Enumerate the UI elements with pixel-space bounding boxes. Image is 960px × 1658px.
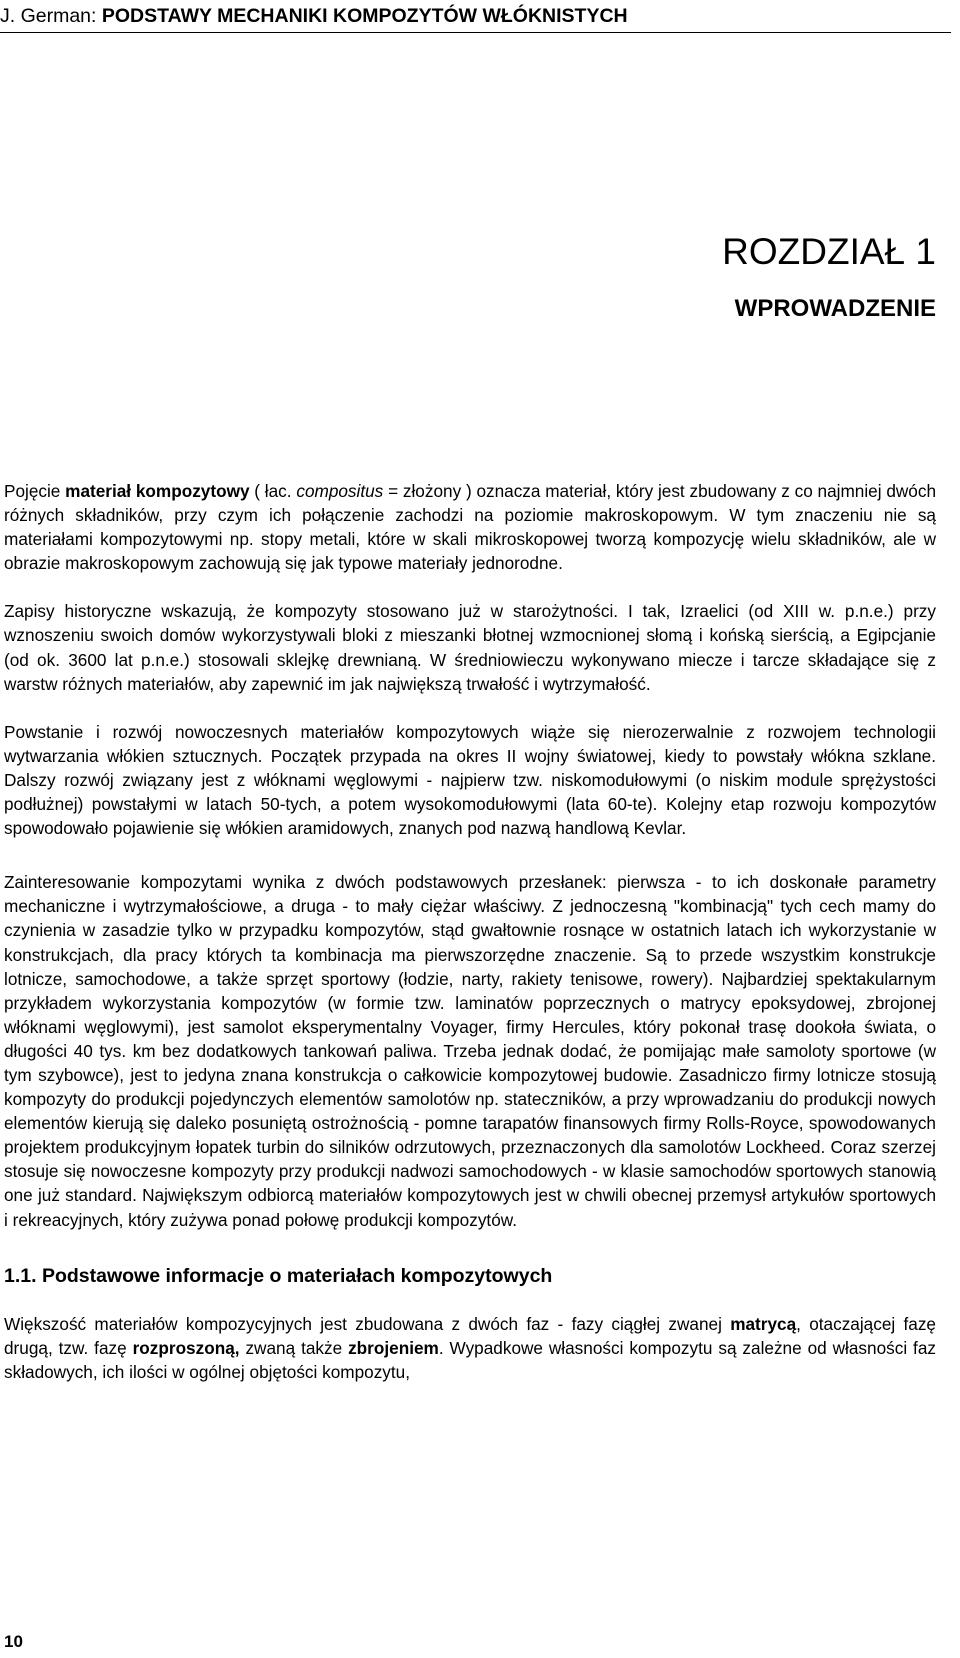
body-text: [4, 479, 936, 1384]
text-run: = złożony ) oznacza materiał, który jest zbudowany z co najmniej dwóch różnych składników, przy czym ich połączenie zachodzi na poziomie makroskopowym. W tym znaczeniu nie są materiałami kompozytowymi np. stopy metali, które w skali mikroskopowej tworzą kompozycję wielu składników, ale w obrazie makroskopowym zachowują się jak typowe materiały jednorodne.: [4, 481, 937, 574]
text-run: , otaczającej fazę drugą, tzw. fazę: [4, 1313, 936, 1358]
bold-term: materiał kompozytowy: [65, 481, 250, 501]
paragraph-interest: Zainteresowanie kompozytami wynika z dwóch podstawowych przesłanek: pierwsza - to ich doskonałe parametry mechaniczne i wytrzymałościowe, a druga - to mały ciężar właściwy. Z jednoczesną "kombinacją" tych cech mamy do czynienia w zasadzie tylko w przypadku kompozytów, stąd gwałtownie rosnące w ostatnich latach ich wykorzystanie w konstrukcjach, dla pracy których ta kombinacja ma pierwszorzędne znaczenie. Są to przede wszystkim konstrukcje lotnicze, samochodowe, a także sprzęt sportowy (łodzie, narty, rakiety tenisowe, rowery). Najbardziej spektakularnym przykładem wykorzystania kompozytów (w formie tzw. laminatów poprzecznych o matrycy epoksydowej, zbrojonej włóknami węglowymi), jest samolot eksperymentalny Voyager, firmy Hercules, który pokonał trasę dookoła świata, o długości 40 tys. km bez dodatkowych tankowań paliwa. Trzeba jednak dodać, że pomijając małe samoloty sportowe (w tym szybowce), jest to jedyna znana konstrukcja o całkowicie kompozytowej budowie. Zasadniczo firmy lotnicze stosują kompozyty do produkcji pojedynczych elementów samolotów np. stateczników, a przy wprowadzaniu do produkcji nowych elementów kierują się daleko posuniętą ostrożnością - pomne tarapatów finansowych firmy Rolls-Royce, spowodowanych projektem produkcyjnym łopatek turbin do silników odrzutowych, przeznaczonych dla samolotów Lockheed. Coraz szerzej stosuje się nowoczesne kompozyty przy produkcji nadwozi samochodowych - w klasie samochodów sportowych stanowią one już standard. Największym odbiorcą materiałów kompozytowych jest w chwili obecnej przemysł artykułów sportowych i rekreacyjnych, który zużywa ponad połowę produkcji kompozytów.: [4, 872, 936, 1230]
bold-term: matrycą: [730, 1313, 797, 1334]
paragraph-modern-development: Powstanie i rozwój nowoczesnych materiałów kompozytowych wiąże się nierozerwalnie z rozwojem technologii wytwarzania włókien sztucznych. Początek przypada na okres II wojny światowej, kiedy to powstały włókna szklane. Dalszy rozwój związany jest z włóknami węglowymi - najpierw tzw. niskomodułowymi (o niskim module sprężystości podłużnej) powstałymi w latach 50-tych, a potem wysokomodułowymi (lata 60-te). Kolejny etap rozwoju kompozytów spowodowało pojawienie się włókien aramidowych, znanych pod nazwą handlową Kevlar.: [4, 721, 936, 839]
running-header: [0, 4, 951, 28]
page-number: 10: [4, 1632, 23, 1651]
text-run: . Wypadkowe własności kompozytu są zależne od własności faz składowych, ich ilości w ogólnej objętości kompozytu,: [4, 1337, 936, 1382]
header-book-title: PODSTAWY MECHANIKI KOMPOZYTÓW WŁÓKNISTYCH: [101, 5, 628, 27]
text-run: Większość materiałów kompozycyjnych jest zbudowana z dwóch faz - fazy ciągłej zwanej: [4, 1313, 731, 1334]
paragraph-history: Zapisy historyczne wskazują, że kompozyty stosowano już w starożytności. I tak, Izraelici (od XIII w. p.n.e.) przy wznoszeniu swoich domów wykorzystywali bloki z mieszanki błotnej wzmocnionej słomą i końską sierścią, a Egipcjanie (od ok. 3600 lat p.n.e.) stosowali sklejkę drewnianą. W średniowieczu wykonywano miecze i tarcze składające się z warstw różnych materiałów, aby zapewnić im jak największą trwałość i wytrzymałość.: [4, 601, 936, 694]
header-author: J. German:: [0, 5, 102, 27]
text-run: ( łac.: [249, 481, 297, 501]
header-divider: [0, 32, 951, 33]
paragraph-phases: [4, 1312, 936, 1384]
italic-term: compositus: [296, 481, 384, 501]
bold-term: rozproszoną,: [132, 1337, 240, 1358]
section-number: 1.1.: [4, 1264, 37, 1287]
paragraph-definition: [4, 479, 936, 575]
chapter-title: ROZDZIAŁ 1: [722, 231, 936, 272]
section-title: Podstawowe informacje o materiałach kompozytowych: [36, 1264, 553, 1287]
bold-term: zbrojeniem: [348, 1337, 439, 1358]
section-heading: [4, 1262, 936, 1290]
chapter-subtitle: WPROWADZENIE: [734, 295, 936, 322]
text-run: zwaną także: [239, 1337, 349, 1358]
text-run: Pojęcie: [4, 481, 66, 501]
